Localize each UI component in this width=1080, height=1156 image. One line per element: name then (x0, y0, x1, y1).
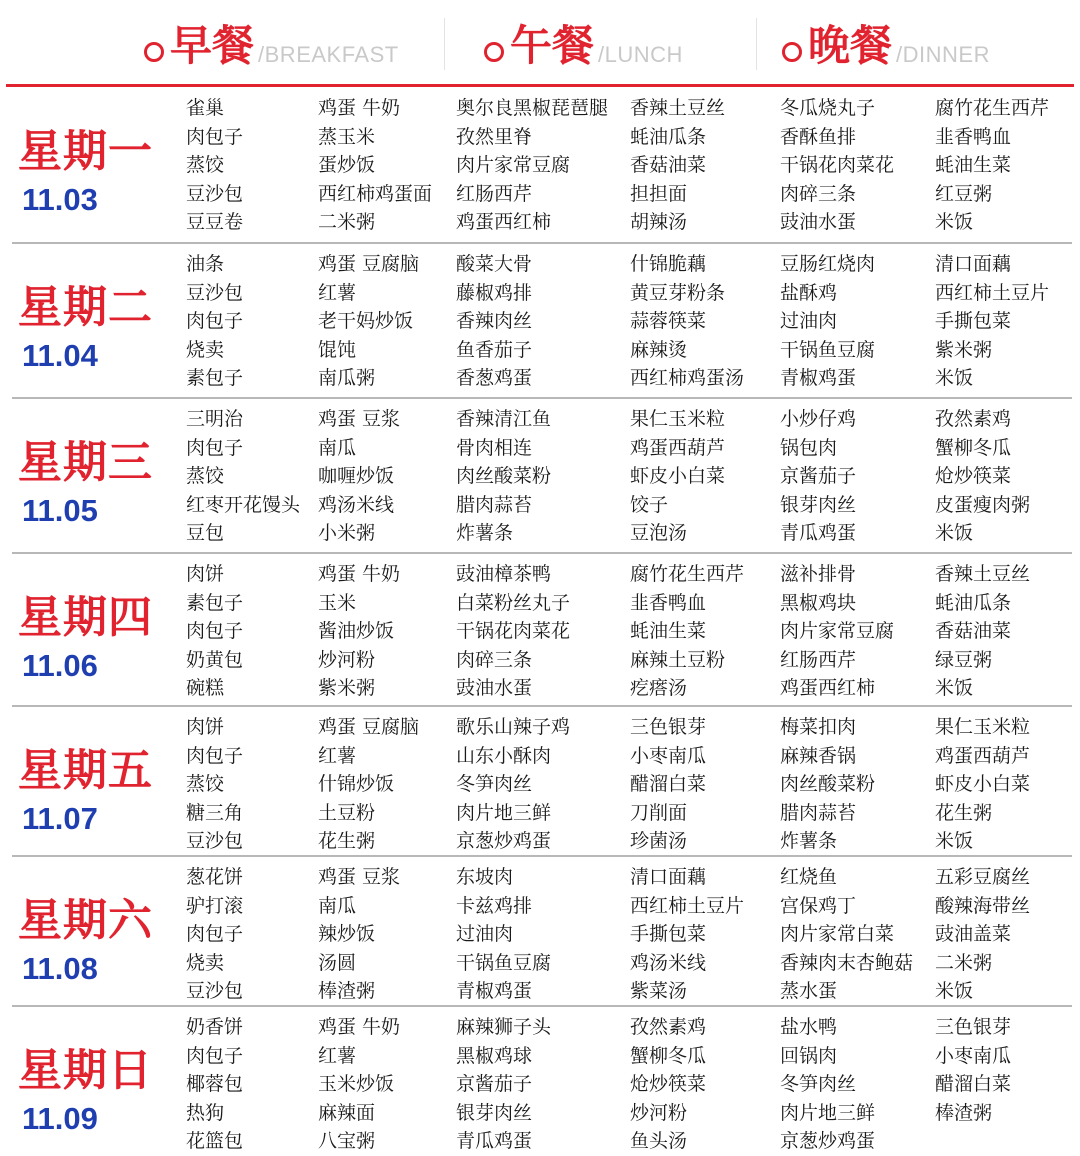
dish-item: 花生粥 (318, 830, 376, 853)
dish-item: 紫米粥 (935, 338, 993, 361)
dish-item: 鸡蛋 豆腐脑 (318, 253, 420, 275)
dish-item: 盐水鸭 (780, 1016, 838, 1038)
dish-item: 米饭 (935, 980, 974, 1003)
dish-item: 香辣肉末杏鲍菇 (780, 951, 914, 974)
dish-item: 疙瘩汤 (630, 677, 688, 700)
dish-item: 韭香鸭血 (935, 125, 1012, 148)
dish-item: 肉碎三条 (780, 182, 857, 205)
dish-item: 酸辣海带丝 (935, 894, 1031, 917)
dish-item: 辣炒饭 (318, 923, 376, 946)
circle-icon (484, 42, 504, 62)
dish-item: 三色银芽 (935, 1016, 1012, 1038)
breakfast-a-column (186, 713, 243, 856)
dish-item: 骨肉相连 (456, 436, 533, 459)
dish-item: 绿豆粥 (935, 648, 993, 671)
dish-item: 老干妈炒饭 (318, 310, 414, 333)
dish-item: 肉包子 (186, 436, 244, 459)
day-name: 星期三 (18, 437, 153, 488)
dish-item: 椰蓉包 (186, 1073, 244, 1096)
circle-icon (144, 42, 164, 62)
dish-item: 腐竹花生西芹 (935, 97, 1050, 119)
dish-item: 红薯 (318, 744, 357, 767)
dish-item: 香酥鱼排 (780, 125, 857, 148)
circle-icon (782, 42, 802, 62)
dish-item: 香辣土豆丝 (630, 97, 726, 119)
menu-header (0, 0, 1080, 90)
dish-item: 玉米炒饭 (318, 1073, 395, 1096)
dish-item: 蛋炒饭 (318, 154, 376, 177)
day-name: 星期四 (18, 592, 153, 643)
dinner-a-column (780, 1013, 875, 1156)
dish-item: 冬笋肉丝 (456, 773, 533, 796)
dish-item: 肉片地三鲜 (456, 801, 552, 824)
dish-item: 肉包子 (186, 923, 244, 946)
lunch-b-column (630, 250, 744, 393)
dish-item: 豆肠红烧肉 (780, 253, 876, 275)
dish-item: 西红柿土豆片 (630, 894, 745, 917)
dish-item: 酸菜大骨 (456, 253, 533, 275)
lunch-b-column (630, 560, 744, 703)
dish-item: 豉油盖菜 (935, 923, 1012, 946)
dish-item: 肉饼 (186, 563, 225, 585)
dish-item: 红薯 (318, 281, 357, 304)
meal-title-en: /LUNCH (598, 42, 683, 67)
dish-item: 素包子 (186, 591, 244, 614)
dinner-b-column (935, 405, 1030, 548)
dish-item: 三色银芽 (630, 716, 707, 738)
dish-item: 豆豆卷 (186, 211, 244, 234)
dish-item: 奥尔良黑椒琵琶腿 (456, 97, 609, 119)
dish-item: 香菇油菜 (935, 620, 1012, 643)
dish-item: 饺子 (630, 493, 669, 516)
dish-item: 孜然素鸡 (630, 1016, 707, 1038)
dish-item: 青瓜鸡蛋 (780, 522, 857, 545)
dish-item: 米饭 (935, 677, 974, 700)
dish-item: 青瓜鸡蛋 (456, 1130, 533, 1153)
day-name: 星期一 (18, 126, 153, 177)
dish-item: 肉碎三条 (456, 648, 533, 671)
dish-item: 鸡汤米线 (630, 951, 707, 974)
header-divider (444, 18, 445, 70)
dish-item: 京葱炒鸡蛋 (780, 1130, 876, 1153)
dish-item: 炸薯条 (456, 522, 514, 545)
day-row (0, 248, 1080, 398)
dish-item: 南瓜粥 (318, 367, 376, 390)
row-divider (12, 855, 1072, 857)
meal-title-en: /DINNER (896, 42, 990, 67)
dish-item: 肉丝酸菜粉 (780, 773, 876, 796)
dish-item: 八宝粥 (318, 1130, 376, 1153)
dish-item: 豉油水蛋 (780, 211, 857, 234)
dinner-b-column (935, 1013, 1011, 1127)
dish-item: 盐酥鸡 (780, 281, 838, 304)
dish-item: 花篮包 (186, 1130, 244, 1153)
dish-item: 红薯 (318, 1044, 357, 1067)
dish-item: 白菜粉丝丸子 (456, 591, 571, 614)
day-row (0, 558, 1080, 706)
dish-item: 青椒鸡蛋 (456, 980, 533, 1003)
dish-item: 肉片家常豆腐 (780, 620, 895, 643)
dish-item: 雀巢 (186, 97, 225, 119)
dinner-b-column (935, 713, 1030, 856)
dish-item: 回锅肉 (780, 1044, 838, 1067)
dish-item: 炒河粉 (318, 648, 376, 671)
lunch-a-column (456, 250, 532, 393)
dish-item: 蟹柳冬瓜 (630, 1044, 707, 1067)
dish-item: 麻辣烫 (630, 338, 688, 361)
dish-item: 银芽肉丝 (456, 1101, 533, 1124)
dish-item: 腊肉蒜苔 (780, 801, 857, 824)
dish-item: 炸薯条 (780, 830, 838, 853)
dish-item: 蚝油瓜条 (630, 125, 707, 148)
dish-item: 米饭 (935, 367, 974, 390)
dish-item: 馄饨 (318, 338, 357, 361)
day-row (0, 1011, 1080, 1155)
dish-item: 红豆粥 (935, 182, 993, 205)
dish-item: 肉包子 (186, 310, 244, 333)
dish-item: 咖喱炒饭 (318, 465, 395, 488)
day-row (0, 711, 1080, 857)
dish-item: 手撕包菜 (630, 923, 707, 946)
dish-item: 干锅花肉菜花 (456, 620, 571, 643)
dish-item: 西红柿鸡蛋汤 (630, 367, 745, 390)
dish-item: 蒸玉米 (318, 125, 376, 148)
dish-item: 梅菜扣肉 (780, 716, 857, 738)
dish-item: 紫米粥 (318, 677, 376, 700)
dish-item: 香菇油菜 (630, 154, 707, 177)
breakfast-b-column (318, 713, 419, 856)
dish-item: 小炒仔鸡 (780, 408, 857, 430)
lunch-a-column (456, 863, 551, 1006)
dinner-header (782, 14, 990, 74)
dish-item: 南瓜 (318, 894, 357, 917)
dish-item: 鱼头汤 (630, 1130, 688, 1153)
dish-item: 干锅鱼豆腐 (780, 338, 876, 361)
dish-item: 果仁玉米粒 (630, 408, 726, 430)
dish-item: 鸡蛋 豆腐脑 (318, 716, 420, 738)
dish-item: 麻辣香锅 (780, 744, 857, 767)
dish-item: 银芽肉丝 (780, 493, 857, 516)
dish-item: 麻辣狮子头 (456, 1016, 552, 1038)
dish-item: 清口面藕 (935, 253, 1012, 275)
dinner-b-column (935, 560, 1030, 703)
dish-item: 小枣南瓜 (630, 744, 707, 767)
dish-item: 红肠西芹 (456, 182, 533, 205)
dish-item: 小米粥 (318, 522, 376, 545)
dish-item: 碗糕 (186, 677, 225, 700)
dish-item: 虾皮小白菜 (630, 465, 726, 488)
dish-item: 米饭 (935, 522, 974, 545)
header-divider (756, 18, 757, 70)
dish-item: 蟹柳冬瓜 (935, 436, 1012, 459)
dish-item: 担担面 (630, 182, 688, 205)
dish-item: 小枣南瓜 (935, 1044, 1012, 1067)
breakfast-a-column (186, 1013, 243, 1156)
dish-item: 醋溜白菜 (935, 1073, 1012, 1096)
dish-item: 蚝油生菜 (630, 620, 707, 643)
dish-item: 京葱炒鸡蛋 (456, 830, 552, 853)
dish-item: 五彩豆腐丝 (935, 866, 1031, 888)
day-date: 11.03 (22, 182, 98, 217)
dish-item: 玉米 (318, 591, 357, 614)
dish-item: 红肠西芹 (780, 648, 857, 671)
dish-item: 蒜蓉筷菜 (630, 310, 707, 333)
day-date: 11.09 (22, 1101, 98, 1136)
dish-item: 紫菜汤 (630, 980, 688, 1003)
dish-item: 鸡蛋西红柿 (780, 677, 876, 700)
dinner-b-column (935, 94, 1049, 237)
row-divider (12, 705, 1072, 707)
day-row (0, 92, 1080, 242)
dish-item: 醋溜白菜 (630, 773, 707, 796)
dish-item: 豆包 (186, 522, 225, 545)
lunch-a-column (456, 560, 570, 703)
dish-item: 京酱茄子 (780, 465, 857, 488)
dish-item: 香葱鸡蛋 (456, 367, 533, 390)
dish-item: 蒸水蛋 (780, 980, 838, 1003)
dish-item: 冬瓜烧丸子 (780, 97, 876, 119)
breakfast-a-column (186, 405, 300, 548)
day-date: 11.08 (22, 951, 98, 986)
dish-item: 虾皮小白菜 (935, 773, 1031, 796)
dish-item: 鸡蛋 牛奶 (318, 1016, 401, 1038)
dish-item: 香辣肉丝 (456, 310, 533, 333)
dinner-a-column (780, 863, 913, 1006)
dish-item: 奶香饼 (186, 1016, 244, 1038)
dish-item: 米饭 (935, 211, 974, 234)
day-name: 星期二 (18, 282, 153, 333)
dish-item: 珍菌汤 (630, 830, 688, 853)
dish-item: 麻辣土豆粉 (630, 648, 726, 671)
dish-item: 刀削面 (630, 801, 688, 824)
dish-item: 黑椒鸡块 (780, 591, 857, 614)
dish-item: 肉包子 (186, 620, 244, 643)
dish-item: 蒸饺 (186, 154, 225, 177)
meal-title-cn: 午餐 (510, 21, 595, 70)
lunch-b-column (630, 713, 706, 856)
dish-item: 西红柿鸡蛋面 (318, 182, 433, 205)
dish-item: 藤椒鸡排 (456, 281, 533, 304)
dish-item: 蚝油生菜 (935, 154, 1012, 177)
dish-item: 糖三角 (186, 801, 244, 824)
dish-item: 米饭 (935, 830, 974, 853)
dish-item: 棒渣粥 (318, 980, 376, 1003)
dish-item: 干锅鱼豆腐 (456, 951, 552, 974)
dish-item: 豆泡汤 (630, 522, 688, 545)
dish-item: 热狗 (186, 1101, 225, 1124)
breakfast-a-column (186, 560, 243, 703)
dish-item: 炝炒筷菜 (630, 1073, 707, 1096)
dish-item: 宫保鸡丁 (780, 894, 857, 917)
dish-item: 葱花饼 (186, 866, 244, 888)
meal-title-cn: 早餐 (170, 21, 255, 70)
dish-item: 鸡蛋 豆浆 (318, 408, 401, 430)
row-divider (12, 1005, 1072, 1007)
dish-item: 鸡蛋 牛奶 (318, 563, 401, 585)
dish-item: 红枣开花馒头 (186, 493, 301, 516)
dish-item: 肉包子 (186, 744, 244, 767)
dish-item: 蒸饺 (186, 465, 225, 488)
dish-item: 干锅花肉菜花 (780, 154, 895, 177)
meal-title-cn: 晚餐 (808, 21, 893, 70)
dish-item: 豆沙包 (186, 980, 244, 1003)
dish-item: 汤圆 (318, 951, 357, 974)
day-date: 11.04 (22, 338, 98, 373)
dish-item: 三明治 (186, 408, 244, 430)
dish-item: 过油肉 (780, 310, 838, 333)
lunch-b-column (630, 863, 744, 1006)
dish-item: 果仁玉米粒 (935, 716, 1031, 738)
dinner-a-column (780, 405, 856, 548)
lunch-a-column (456, 1013, 551, 1156)
row-divider (12, 552, 1072, 554)
breakfast-a-column (186, 94, 243, 237)
dish-item: 腐竹花生西芹 (630, 563, 745, 585)
dish-item: 肉片家常白菜 (780, 923, 895, 946)
dish-item: 鸡蛋 豆浆 (318, 866, 401, 888)
dish-item: 冬笋肉丝 (780, 1073, 857, 1096)
row-divider (12, 397, 1072, 399)
day-date: 11.07 (22, 801, 98, 836)
dish-item: 京酱茄子 (456, 1073, 533, 1096)
lunch-b-column (630, 405, 725, 548)
dish-item: 鸡蛋西葫芦 (935, 744, 1031, 767)
dish-item: 清口面藕 (630, 866, 707, 888)
breakfast-b-column (318, 250, 419, 393)
dish-item: 山东小酥肉 (456, 744, 552, 767)
dish-item: 烧卖 (186, 338, 225, 361)
dish-item: 豆沙包 (186, 830, 244, 853)
dish-item: 什锦脆藕 (630, 253, 707, 275)
dish-item: 黄豆芽粉条 (630, 281, 726, 304)
dish-item: 孜然里脊 (456, 125, 533, 148)
dish-item: 歌乐山辣子鸡 (456, 716, 571, 738)
dish-item: 豆沙包 (186, 281, 244, 304)
dish-item: 肉饼 (186, 716, 225, 738)
dish-item: 蚝油瓜条 (935, 591, 1012, 614)
dish-item: 南瓜 (318, 436, 357, 459)
dish-item: 肉包子 (186, 125, 244, 148)
dinner-a-column (780, 560, 894, 703)
breakfast-b-column (318, 94, 432, 237)
dish-item: 奶黄包 (186, 648, 244, 671)
dish-item: 二米粥 (935, 951, 993, 974)
day-name: 星期日 (18, 1045, 153, 1096)
dish-item: 花生粥 (935, 801, 993, 824)
dish-item: 皮蛋瘦肉粥 (935, 493, 1031, 516)
day-row (0, 403, 1080, 553)
breakfast-b-column (318, 863, 400, 1006)
day-name: 星期六 (18, 895, 153, 946)
dish-item: 土豆粉 (318, 801, 376, 824)
dish-item: 肉包子 (186, 1044, 244, 1067)
lunch-a-column (456, 713, 570, 856)
dinner-b-column (935, 250, 1049, 393)
dinner-a-column (780, 713, 875, 856)
dish-item: 炝炒筷菜 (935, 465, 1012, 488)
day-date: 11.06 (22, 648, 98, 683)
dish-item: 滋补排骨 (780, 563, 857, 585)
breakfast-b-column (318, 560, 400, 703)
breakfast-b-column (318, 405, 400, 548)
dish-item: 肉片家常豆腐 (456, 154, 571, 177)
lunch-a-column (456, 94, 608, 237)
breakfast-a-column (186, 863, 243, 1006)
lunch-a-column (456, 405, 551, 548)
dish-item: 香辣土豆丝 (935, 563, 1031, 585)
dish-item: 黑椒鸡球 (456, 1044, 533, 1067)
lunch-b-column (630, 94, 725, 237)
dish-item: 香辣清江鱼 (456, 408, 552, 430)
dish-item: 韭香鸭血 (630, 591, 707, 614)
day-row (0, 861, 1080, 1007)
lunch-b-column (630, 1013, 706, 1156)
dish-item: 棒渣粥 (935, 1101, 993, 1124)
lunch-header (484, 14, 683, 74)
day-name: 星期五 (18, 745, 153, 796)
dish-item: 孜然素鸡 (935, 408, 1012, 430)
dish-item: 什锦炒饭 (318, 773, 395, 796)
dish-item: 豉油水蛋 (456, 677, 533, 700)
breakfast-header (144, 14, 399, 74)
dish-item: 过油肉 (456, 923, 514, 946)
dish-item: 胡辣汤 (630, 211, 688, 234)
dish-item: 西红柿土豆片 (935, 281, 1050, 304)
dish-item: 青椒鸡蛋 (780, 367, 857, 390)
day-date: 11.05 (22, 493, 98, 528)
dish-item: 蒸饺 (186, 773, 225, 796)
dish-item: 肉丝酸菜粉 (456, 465, 552, 488)
dish-item: 麻辣面 (318, 1101, 376, 1124)
dish-item: 锅包肉 (780, 436, 838, 459)
dish-item: 豆沙包 (186, 182, 244, 205)
dish-item: 肉片地三鲜 (780, 1101, 876, 1124)
dish-item: 鸡汤米线 (318, 493, 395, 516)
breakfast-b-column (318, 1013, 400, 1156)
dish-item: 炒河粉 (630, 1101, 688, 1124)
dinner-a-column (780, 250, 875, 393)
dish-item: 鱼香茄子 (456, 338, 533, 361)
dish-item: 腊肉蒜苔 (456, 493, 533, 516)
breakfast-a-column (186, 250, 243, 393)
dish-item: 鸡蛋 牛奶 (318, 97, 401, 119)
dinner-b-column (935, 863, 1030, 1006)
dish-item: 卡兹鸡排 (456, 894, 533, 917)
dish-item: 素包子 (186, 367, 244, 390)
dish-item: 酱油炒饭 (318, 620, 395, 643)
dish-item: 二米粥 (318, 211, 376, 234)
dish-item: 烧卖 (186, 951, 225, 974)
dish-item: 东坡肉 (456, 866, 514, 888)
meal-title-en: /BREAKFAST (258, 42, 399, 67)
dish-item: 豉油樟茶鸭 (456, 563, 552, 585)
dish-item: 手撕包菜 (935, 310, 1012, 333)
dish-item: 红烧鱼 (780, 866, 838, 888)
row-divider (12, 242, 1072, 244)
dinner-a-column (780, 94, 894, 237)
header-underline (6, 84, 1074, 87)
dish-item: 鸡蛋西葫芦 (630, 436, 726, 459)
dish-item: 鸡蛋西红柿 (456, 211, 552, 234)
dish-item: 油条 (186, 253, 225, 275)
dish-item: 驴打滚 (186, 894, 244, 917)
